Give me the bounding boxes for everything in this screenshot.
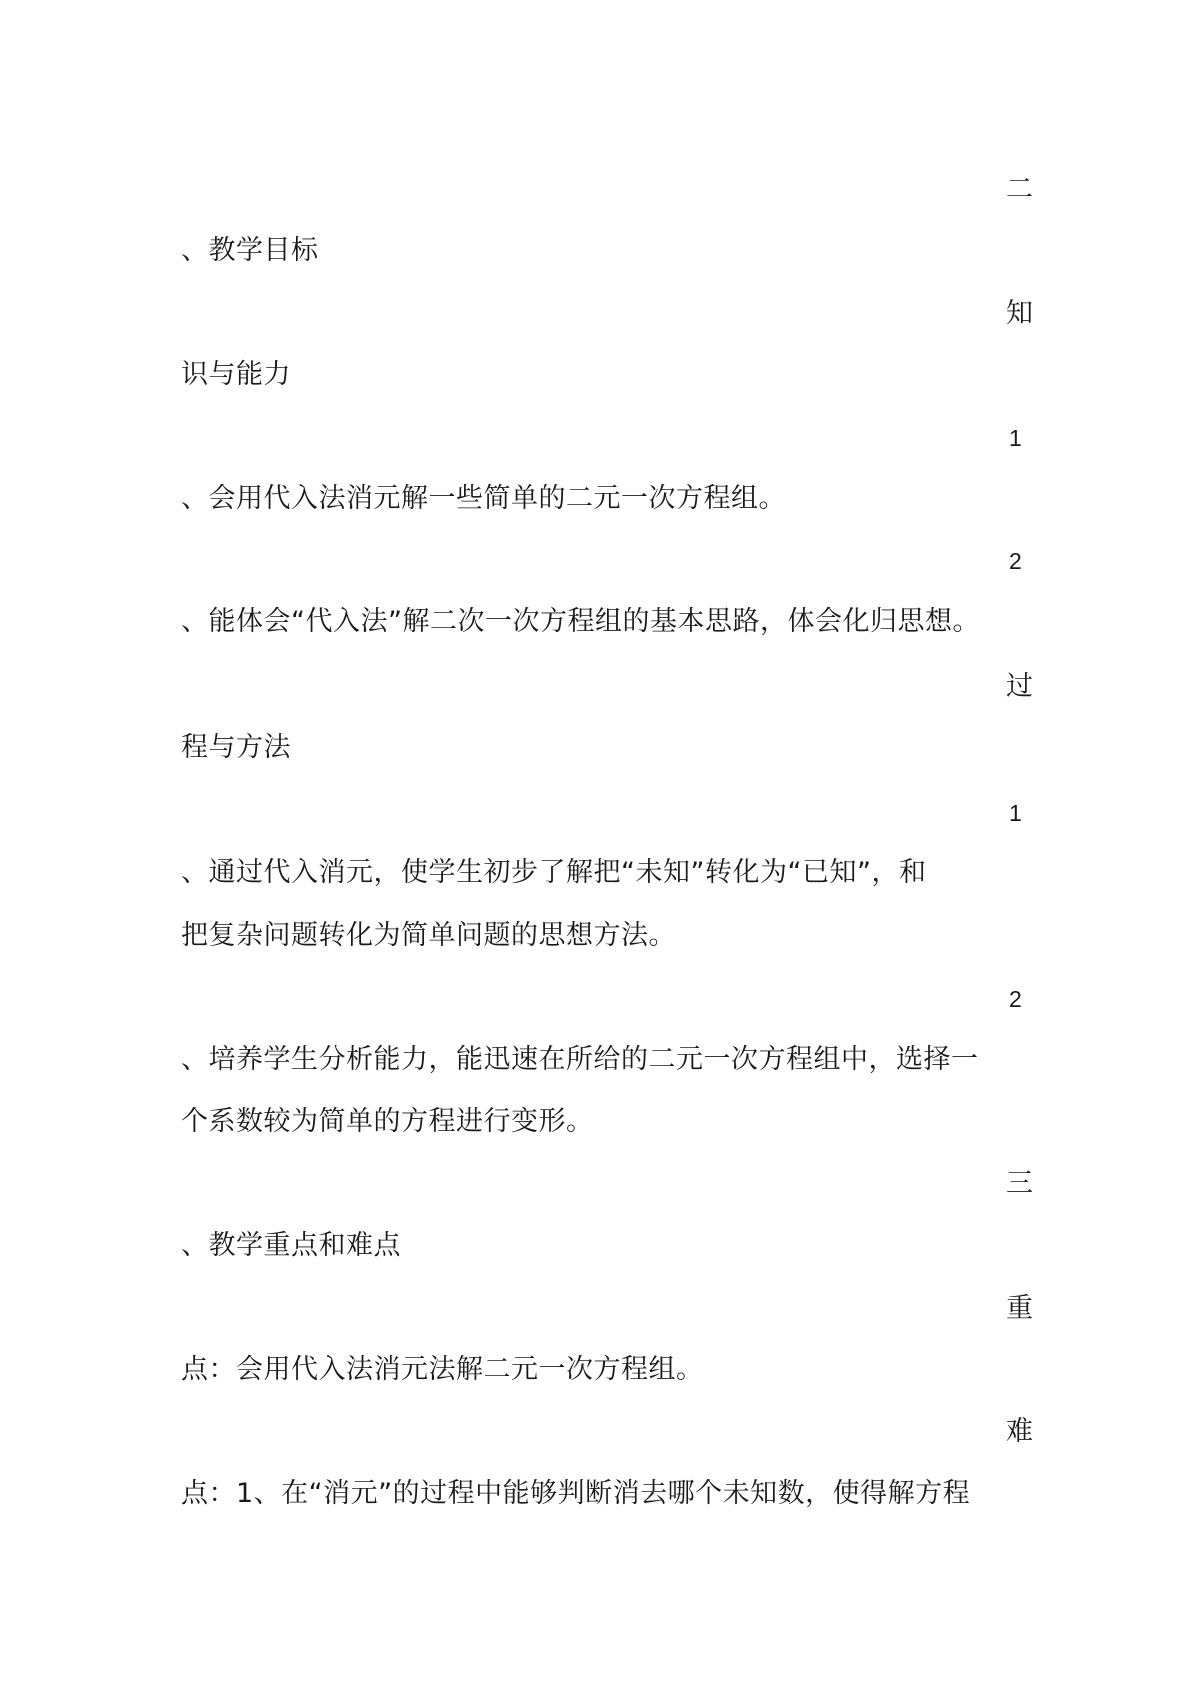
paragraph-item-3-line-1: 、通过代入消元，使学生初步了解把“未知”转化为“已知”，和 — [181, 857, 927, 888]
paragraph-key-point: 点：会用代入法消元法解二元一次方程组。 — [181, 1354, 704, 1385]
section-number-2: 二 — [1006, 174, 1034, 205]
heading-teaching-objectives: 、教学目标 — [181, 235, 319, 266]
label-fragment-difficult: 难 — [1006, 1416, 1034, 1447]
subheading-knowledge-ability: 识与能力 — [181, 359, 291, 390]
item-number-2: 2 — [1009, 548, 1023, 574]
item-number-3: 1 — [1009, 800, 1023, 826]
paragraph-item-1: 、会用代入法消元解一些简单的二元一次方程组。 — [181, 483, 786, 514]
paragraph-item-3-line-2: 把复杂问题转化为简单问题的思想方法。 — [181, 920, 676, 951]
item-number-1: 1 — [1009, 425, 1023, 451]
section-number-3: 三 — [1006, 1168, 1034, 1199]
paragraph-item-4-line-1: 、培养学生分析能力，能迅速在所给的二元一次方程组中，选择一 — [181, 1044, 979, 1075]
subheading-fragment-2: 过 — [1006, 671, 1034, 702]
subheading-fragment-1: 知 — [1006, 298, 1034, 329]
paragraph-item-2: 、能体会“代入法”解二次一次方程组的基本思路，体会化归思想。 — [181, 606, 980, 637]
label-fragment-key: 重 — [1006, 1293, 1034, 1324]
paragraph-difficult-point: 点：1、在“消元”的过程中能够判断消去哪个未知数，使得解方程 — [181, 1478, 971, 1509]
heading-key-difficult-points: 、教学重点和难点 — [181, 1230, 401, 1261]
paragraph-item-4-line-2: 个系数较为简单的方程进行变形。 — [181, 1106, 594, 1137]
subheading-process-method: 程与方法 — [181, 732, 291, 763]
item-number-4: 2 — [1009, 986, 1023, 1012]
